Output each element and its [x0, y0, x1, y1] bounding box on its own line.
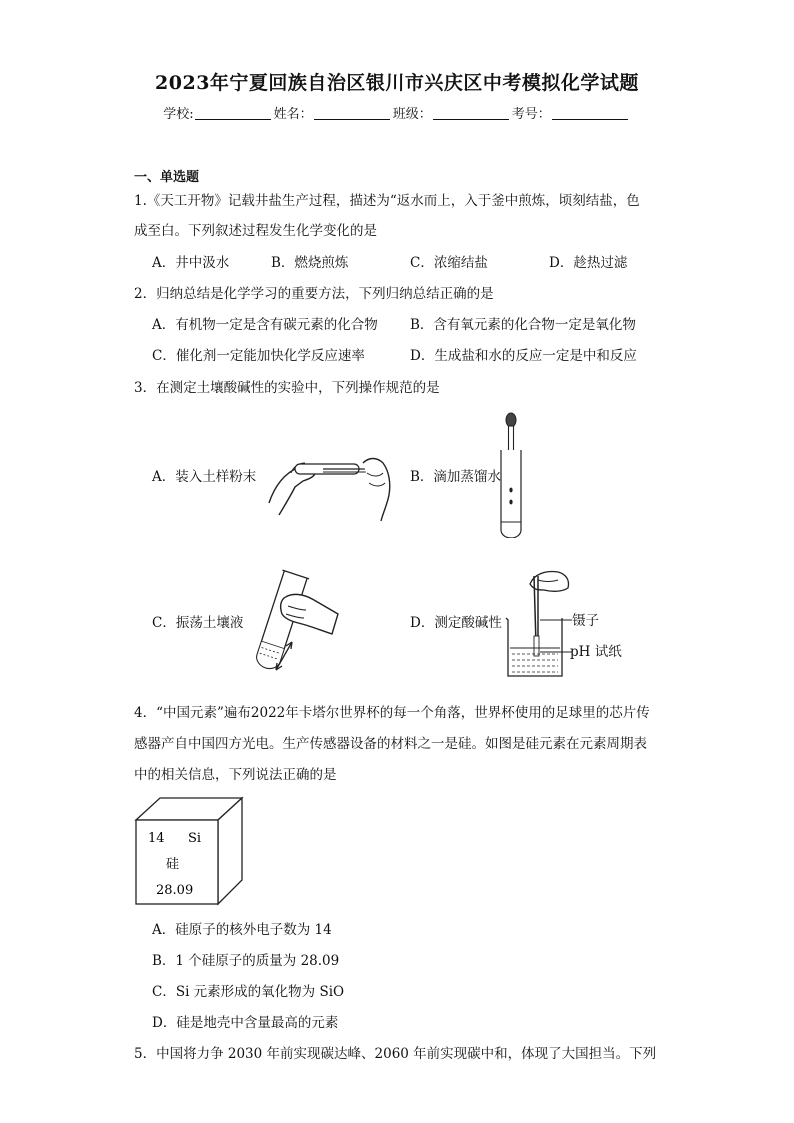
- q4-stem-line1: 4．“中国元素”遍布2022年卡塔尔世界杯的每一个角落，世界杯使用的足球里的芯片传: [134, 705, 650, 721]
- q3-label-tweezers: 镊子: [572, 613, 599, 629]
- q3-option-d[interactable]: D．测定酸碱性: [410, 615, 502, 631]
- q2-option-d[interactable]: D．生成盐和水的反应一定是中和反应: [410, 348, 637, 364]
- name-blank[interactable]: [314, 119, 390, 120]
- q4-option-b[interactable]: B．1 个硅原子的质量为 28.09: [152, 953, 340, 969]
- section-title: 一、单选题: [134, 170, 200, 185]
- q2-option-b[interactable]: B．含有氧元素的化合物一定是氧化物: [410, 317, 636, 333]
- q3-figure-a-test-tube-loading: [263, 443, 403, 523]
- q3-label-ph-paper: pH 试纸: [570, 644, 622, 660]
- id-label: 考号：: [511, 107, 551, 122]
- element-atomic-mass: 28.09: [156, 883, 194, 898]
- school-blank[interactable]: [195, 119, 271, 120]
- q1-stem-line2: 成至白。下列叙述过程发生化学变化的是: [134, 223, 377, 239]
- q3-option-b[interactable]: B．滴加蒸馏水: [410, 469, 501, 485]
- q5-stem-line1: 5．中国将力争 2030 年前实现碳达峰、2060 年前实现碳中和，体现了大国担当。下列: [134, 1046, 657, 1062]
- school-label: 学校:: [163, 107, 194, 122]
- q3-stem: 3．在测定土壤酸碱性的实验中，下列操作规范的是: [134, 380, 440, 396]
- student-info-line: [0, 103, 794, 122]
- q3-figure-b-dropper-test-tube: [496, 410, 526, 538]
- class-blank[interactable]: [433, 119, 509, 120]
- element-name: 硅: [166, 857, 180, 872]
- q4-element-cell-silicon: [130, 794, 246, 908]
- element-atomic-number: 14: [148, 831, 165, 846]
- q3-figure-c-shaking-test-tube: [240, 568, 344, 678]
- q4-option-c[interactable]: C．Si 元素形成的氧化物为 SiO: [152, 984, 345, 1000]
- q4-option-d[interactable]: D．硅是地壳中含量最高的元素: [152, 1015, 339, 1031]
- class-label: 班级：: [392, 107, 432, 122]
- q4-stem-line2: 感器产自中国四方光电。生产传感器设备的材料之一是硅。如图是硅元素在元素周期表: [134, 736, 647, 752]
- q3-option-a[interactable]: A．装入土样粉末: [152, 469, 257, 485]
- q2-option-c[interactable]: C．催化剂一定能加快化学反应速率: [152, 348, 365, 364]
- q4-stem-line3: 中的相关信息，下列说法正确的是: [134, 767, 337, 783]
- q3-figure-d-ph-test: [500, 566, 572, 682]
- q1-stem-line1: 1.《天工开物》记载井盐生产过程，描述为“返水而上，入于釜中煎炼，顷刻结盐，色: [134, 193, 640, 209]
- q1-option-a[interactable]: A．井中汲水: [152, 255, 230, 271]
- q2-stem: 2．归纳总结是化学学习的重要方法，下列归纳总结正确的是: [134, 286, 494, 302]
- q1-option-d[interactable]: D．趁热过滤: [549, 255, 628, 271]
- q2-option-a[interactable]: A．有机物一定是含有碳元素的化合物: [152, 317, 378, 333]
- page-title: 2023年宁夏回族自治区银川市兴庆区中考模拟化学试题: [155, 72, 639, 94]
- q1-option-c[interactable]: C．浓缩结盐: [410, 255, 488, 271]
- element-symbol: Si: [188, 831, 202, 846]
- name-label: 姓名：: [273, 107, 313, 122]
- q1-option-b[interactable]: B．燃烧煎炼: [271, 255, 349, 271]
- id-blank[interactable]: [552, 119, 628, 120]
- q3-option-c[interactable]: C．振荡土壤液: [152, 615, 244, 631]
- q4-option-a[interactable]: A．硅原子的核外电子数为 14: [152, 922, 332, 938]
